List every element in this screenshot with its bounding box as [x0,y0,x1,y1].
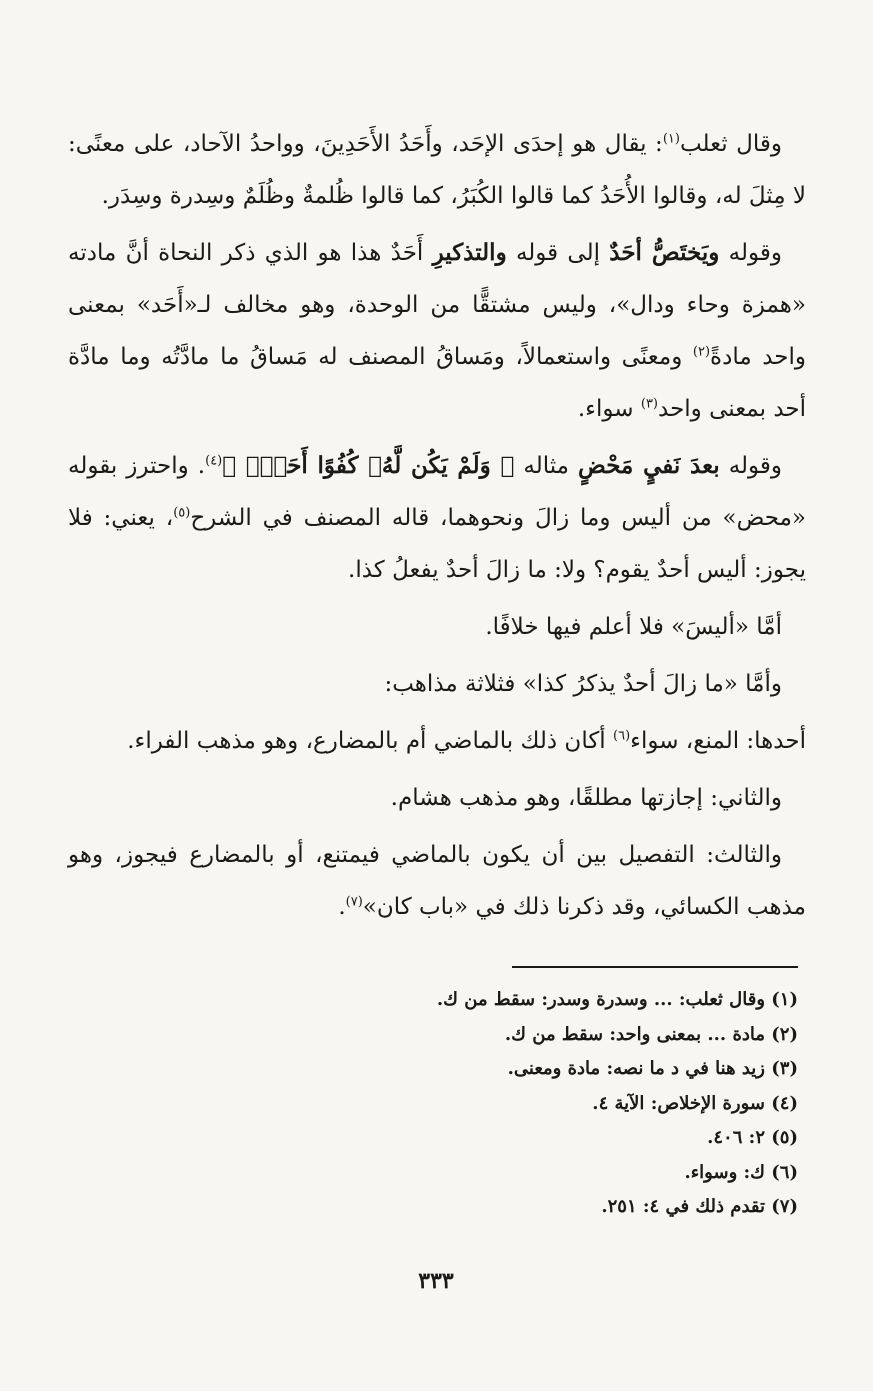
footnote-ref-7[interactable]: (٧) [345,894,363,910]
text-span: . [338,894,346,920]
footnote-divider [512,966,798,968]
footnote-4: (٤) سورة الإخلاص: الآية ٤. [592,1092,798,1114]
text-span: أكان ذلك بالماضي أم بالمضارع، وهو مذهب الفراء. [127,728,606,754]
paragraph-6 [68,715,806,767]
text-span: ومعنًى واستعمالاً، ومَساقُ المصنف له مَساقُ ما مادَّتُه وما مادَّة أحد بمعنى واحد [68,344,806,422]
footnote-ref-6[interactable]: (٦) [613,728,631,744]
text-span: أَحَدٌ هذا هو الذي ذكر النحاة أنَّ مادته «همزة وحاء ودال»، وليس مشتقًّا من الوحدة، وهو مخالف لـ«أَحَد» بمعنى واحد مادةً [68,240,807,370]
footnote-2: (٢) مادة ... بمعنى واحد: سقط من ك. [504,1023,798,1045]
main-text [68,118,806,938]
text-span: : يقال هو إحدَى الإحَد، وأَحَدُ الأَحَدِينَ، وواحدُ الآحاد، على معنًى: لا مِثلَ له، وقالوا الأُحَدُ كما قالوا الكُبَرُ، كما قالوا ظُلمةٌ وظُلَمٌ وسِدرة وسِدَر. [68,131,806,209]
quran-verse: ﴿ وَلَمْ يَكُن لَّهُۥ كُفُوًا أَحَدٌۢ ﴾ [222,452,515,479]
paragraph-1 [68,118,806,222]
text-span: وقال ثعلب [679,131,783,157]
text-span: سواء. [577,396,634,422]
text-span: والثالث: التفصيل بين أن يكون بالماضي فيمتنع، أو بالمضارع فيجوز، وهو مذهب الكسائي، وقد ذكرنا ذلك في «باب كان» [68,842,806,920]
text-span: أحدها: المنع، سواء [630,728,806,754]
footnote-ref-5[interactable]: (٥) [173,505,191,521]
text-span: ، يعني: فلا يجوز: أليس أحدٌ يقوم؟ ولا: ما زالَ أحدٌ يفعلُ كذا. [68,505,806,583]
paragraph-3 [68,440,806,596]
paragraph-2 [68,227,806,435]
footnote-3: (٣) زيد هنا في د ما نصه: مادة ومعنى. [507,1058,798,1079]
text-span: . واحترز بقوله «محض» من أليس وما زالَ ونحوهما، قاله المصنف في الشرح [68,453,806,531]
text-span: إلى قوله [515,240,600,266]
paragraph-4: أمَّا «أليسَ» فلا أعلم فيها خلافًا. [485,614,782,640]
quoted-term: بعدَ نَفيٍ مَحْضٍ [578,452,720,479]
page-number: ٣٣٣ [418,1268,454,1294]
footnote-ref-1[interactable]: (١) [662,131,680,147]
paragraph-7: والثاني: إجازتها مطلقًا، وهو مذهب هشام. [390,785,782,811]
quoted-term: والتذكيرِ [432,239,507,266]
paragraph-8 [68,829,806,933]
text-span: وقوله [728,453,783,479]
footnote-6: (٦) ك: وسواء. [684,1161,798,1183]
footnote-ref-2[interactable]: (٢) [692,344,711,360]
footnote-ref-4[interactable]: (٤) [205,453,223,469]
footnote-5: (٥) ٢: ٤٠٦. [707,1127,798,1148]
text-span: وقوله [728,240,782,266]
paragraph-5: وأمَّا «ما زالَ أحدٌ يذكرُ كذا» فثلاثة مذاهب: [384,671,782,697]
footnote-1: (١) وقال ثعلب: ... وسدرة وسدر: سقط من ك. [436,989,798,1010]
footnote-ref-3[interactable]: (٣) [640,396,658,412]
footnotes-section [120,983,798,1225]
quoted-term: ويَختَصُّ أحَدٌ [609,239,720,266]
footnote-7: (٧) تقدم ذلك في ٤: ٢٥١. [601,1196,798,1217]
text-span: مثاله [523,453,569,479]
